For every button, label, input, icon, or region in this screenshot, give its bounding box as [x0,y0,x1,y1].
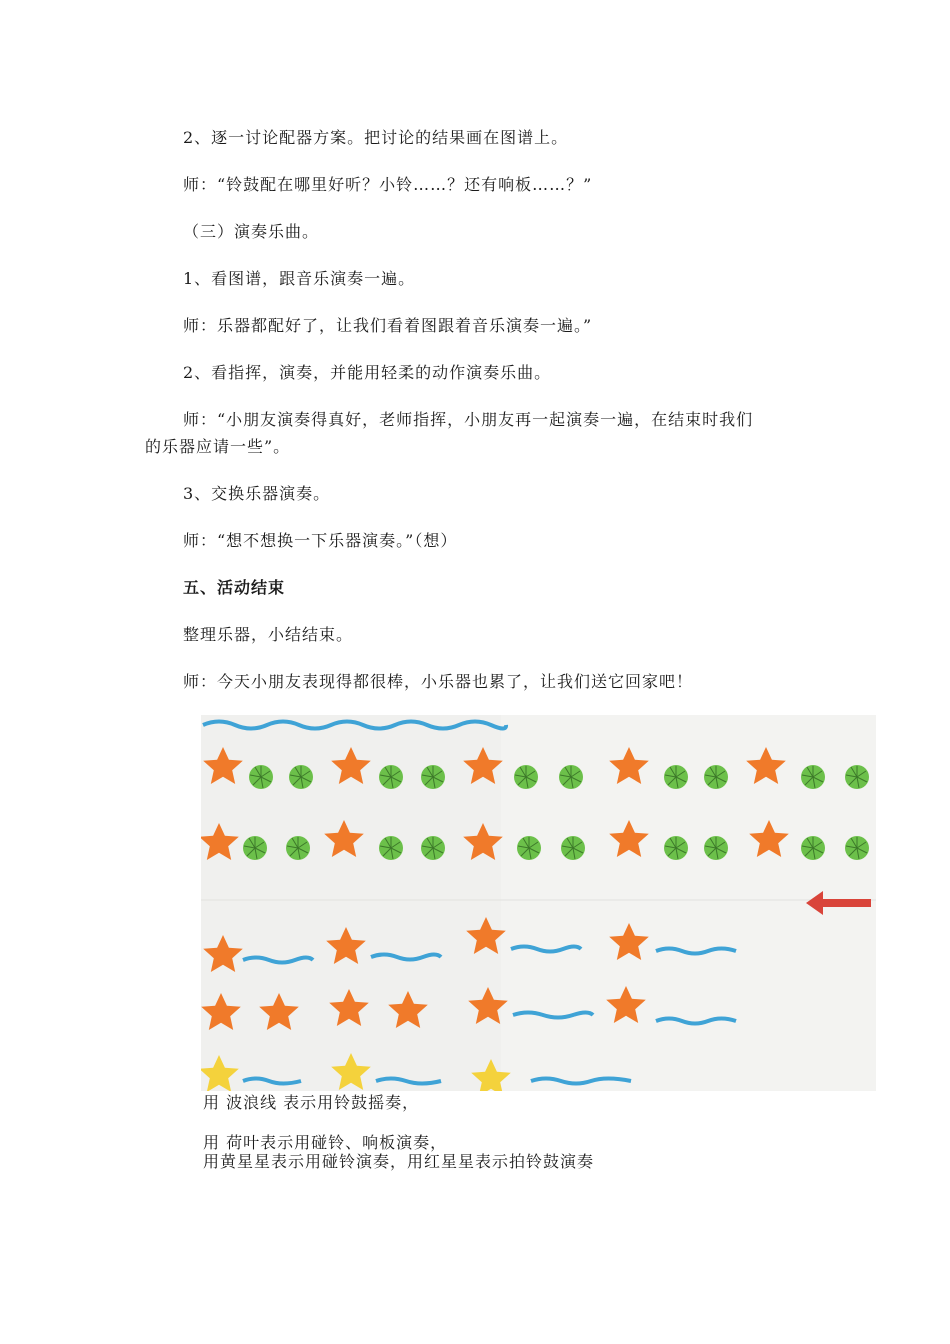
paragraph-teacher-step-2-line1: 师：“小朋友演奏得真好，老师指挥，小朋友再一起演奏一遍，在结束时我们 [183,410,754,429]
paragraph-tidy-up: 整理乐器，小结结束。 [183,625,354,644]
caption-lotus-leaf: 用 荷叶表示用碰铃、响板演奏， [203,1133,448,1152]
caption-wave-line: 用 波浪线 表示用铃鼓摇奏， [203,1093,420,1112]
caption-stars: 用黄星星表示用碰铃演奏，用红星星表示拍铃鼓演奏 [203,1152,595,1171]
paragraph-discuss-plan: 2、逐一讨论配器方案。把讨论的结果画在图谱上。 [183,128,569,147]
paragraph-teacher-step-3: 师：“想不想换一下乐器演奏。”（想） [183,531,458,550]
paragraph-teacher-closing: 师：今天小朋友表现得都很棒，小乐器也累了，让我们送它回家吧！ [183,672,694,691]
paragraph-step-2: 2、看指挥，演奏，并能用轻柔的动作演奏乐曲。 [183,363,552,382]
paragraph-teacher-step-2-line2: 的乐器应请一些”。 [145,437,291,456]
paragraph-subheading-perform: （三）演奏乐曲。 [183,222,320,241]
paragraph-step-1: 1、看图谱，跟音乐演奏一遍。 [183,269,416,288]
paragraph-teacher-question: 师：“铃鼓配在哪里好听？小铃……？还有响板……？” [183,175,593,194]
paragraph-step-3: 3、交换乐器演奏。 [183,484,331,503]
section-heading-end: 五、活动结束 [183,578,286,597]
paragraph-teacher-step-1: 师：乐器都配好了，让我们看着图跟着音乐演奏一遍。” [183,316,593,335]
music-score-photo [201,715,876,1091]
